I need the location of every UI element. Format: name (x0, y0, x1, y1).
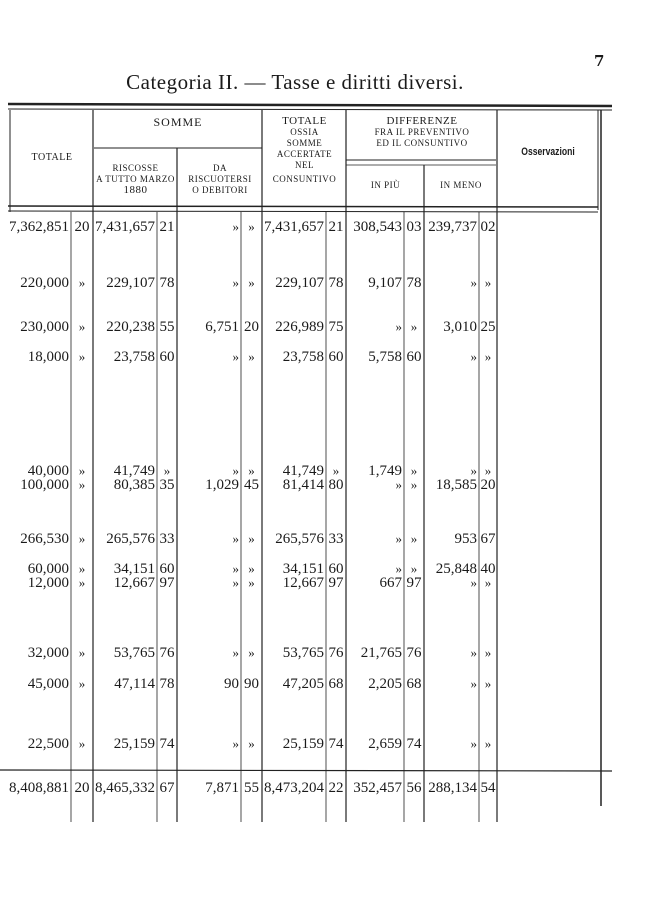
cell-debitori-lire: 1,029 (205, 477, 239, 493)
cell-riscosse-cent: 97 (159, 575, 175, 591)
cell-riscosse-cent: 55 (159, 319, 175, 335)
cell-totale-cent: 20 (74, 219, 90, 235)
cell-in-piu-lire: 667 (379, 575, 402, 591)
cell-in-meno-lire: » (470, 736, 477, 751)
page-title: Categoria II. — Tasse e diritti diversi. (126, 70, 464, 94)
cell-in-meno-lire: » (470, 349, 477, 364)
cell-accertate-lire: 34,151 (282, 561, 324, 577)
cell-in-meno-lire: 953 (454, 531, 477, 547)
header-riscosse-line2: A TUTTO MARZO (96, 174, 175, 184)
cell-in-meno-cent: » (484, 575, 492, 590)
cell-in-meno-lire: 288,134 (428, 780, 477, 796)
cell-riscosse-lire: 41,749 (113, 463, 155, 479)
cell-accertate-cent: 68 (328, 676, 344, 692)
cell-totale-cent: » (78, 575, 86, 590)
cell-in-piu-lire: 21,765 (360, 645, 402, 661)
cell-accertate-cent: 78 (328, 275, 344, 291)
header-totale: TOTALE (31, 152, 73, 163)
cell-totale-lire: 60,000 (27, 561, 69, 577)
cell-riscosse-cent: 76 (159, 645, 175, 661)
cell-debitori-cent: 20 (244, 319, 259, 335)
cell-debitori-lire: » (232, 219, 239, 234)
cell-debitori-cent: » (248, 275, 255, 290)
cell-in-meno-cent: 40 (480, 561, 496, 577)
header-riscosse-line1: RISCOSSE (112, 163, 159, 173)
header-riscosse-year: 1880 (123, 184, 148, 196)
header-differenze (347, 116, 497, 149)
cell-totale-cent: » (78, 561, 86, 576)
cell-debitori-cent: » (248, 463, 255, 478)
cell-totale-lire: 22,500 (27, 736, 69, 752)
cell-debitori-cent: » (248, 219, 255, 234)
cell-totale-lire: 45,000 (27, 676, 69, 692)
cell-riscosse-lire: 23,758 (113, 349, 155, 365)
cell-totale-cent: » (78, 676, 86, 691)
cell-riscosse-cent: 78 (159, 676, 175, 692)
cell-totale-lire: 8,408,881 (9, 780, 69, 796)
cell-accertate-cent: 76 (328, 645, 344, 661)
cell-in-meno-cent: 02 (480, 219, 496, 235)
cell-debitori-lire: 7,871 (205, 780, 239, 796)
header-riscosse (94, 163, 177, 196)
cell-in-piu-cent: 60 (406, 349, 422, 365)
cell-accertate-lire: 23,758 (282, 349, 324, 365)
cell-in-piu-lire: 308,543 (353, 219, 402, 235)
cell-totale-cent: » (78, 736, 86, 751)
cell-riscosse-cent: 74 (159, 736, 175, 752)
cell-debitori-cent: 90 (244, 676, 259, 692)
cell-in-meno-lire: » (470, 676, 477, 691)
cell-debitori-cent: » (248, 736, 255, 751)
cell-accertate-cent: 74 (328, 736, 344, 752)
cell-riscosse-cent: 21 (159, 219, 175, 235)
cell-debitori-cent: » (248, 531, 255, 546)
header-totale-somme (263, 116, 346, 185)
cell-accertate-lire: 81,414 (282, 477, 324, 493)
cell-in-meno-cent: » (484, 463, 492, 478)
cell-totale-cent: » (78, 645, 86, 660)
cell-in-piu-lire: » (395, 531, 402, 546)
cell-totale-cent: » (78, 349, 86, 364)
cell-in-piu-lire: » (395, 477, 402, 492)
cell-riscosse-cent: 60 (159, 349, 175, 365)
cell-accertate-cent: 22 (328, 780, 344, 796)
cell-in-meno-lire: 18,585 (435, 477, 477, 493)
cell-in-meno-lire: » (470, 575, 477, 590)
cell-totale-lire: 230,000 (20, 319, 69, 335)
cell-accertate-cent: 21 (328, 219, 344, 235)
cell-totale-cent: » (78, 463, 86, 478)
cell-accertate-cent: 60 (328, 561, 344, 577)
header-in-piu: IN PIÙ (370, 180, 401, 190)
cell-riscosse-lire: 53,765 (113, 645, 155, 661)
cell-debitori-cent: » (248, 645, 255, 660)
cell-accertate-lire: 12,667 (282, 575, 324, 591)
cell-riscosse-lire: 25,159 (113, 736, 155, 752)
header-differenze-title: DIFFERENZE (386, 115, 458, 127)
cell-in-piu-lire: 5,758 (368, 349, 402, 365)
cell-riscosse-lire: 7,431,657 (95, 219, 155, 235)
cell-riscosse-cent: 78 (159, 275, 175, 291)
cell-in-meno-cent: » (484, 275, 492, 290)
cell-accertate-lire: 41,749 (282, 463, 324, 479)
cell-accertate-cent: 33 (328, 531, 344, 547)
header-totale-somme-line1: TOTALE (282, 115, 327, 127)
cell-in-piu-cent: » (410, 561, 418, 576)
cell-totale-cent: » (78, 531, 86, 546)
cell-accertate-cent: 97 (328, 575, 344, 591)
cell-in-piu-cent: 74 (406, 736, 422, 752)
cell-accertate-cent: 75 (328, 319, 344, 335)
cell-totale-lire: 7,362,851 (9, 219, 69, 235)
cell-debitori-cent: 55 (244, 780, 259, 796)
header-da-riscuotersi-line3: O DEBITORI (192, 185, 248, 195)
cell-debitori-lire: » (232, 575, 239, 590)
cell-debitori-lire: » (232, 645, 239, 660)
cell-in-meno-cent: 67 (480, 531, 496, 547)
cell-totale-lire: 12,000 (27, 575, 69, 591)
cell-in-meno-cent: » (484, 349, 492, 364)
cell-in-piu-lire: 2,659 (368, 736, 402, 752)
cell-riscosse-lire: 80,385 (113, 477, 155, 493)
cell-totale-lire: 40,000 (27, 463, 69, 479)
cell-in-meno-lire: 25,848 (435, 561, 477, 577)
cell-debitori-cent: » (248, 349, 255, 364)
cell-in-meno-cent: » (484, 676, 492, 691)
header-totale-somme-line4: ACCERTATE (276, 149, 333, 159)
cell-debitori-lire: 90 (224, 676, 239, 692)
cell-riscosse-cent: 33 (159, 531, 175, 547)
cell-in-piu-cent: » (410, 319, 418, 334)
cell-in-meno-lire: » (470, 645, 477, 660)
cell-totale-lire: 32,000 (27, 645, 69, 661)
header-somme: SOMME (153, 115, 203, 129)
cell-totale-lire: 266,530 (20, 531, 69, 547)
cell-in-piu-cent: 56 (406, 780, 422, 796)
cell-in-piu-lire: 9,107 (368, 275, 402, 291)
header-da-riscuotersi-line1: DA (213, 163, 227, 173)
cell-accertate-cent: » (332, 463, 340, 478)
cell-in-piu-cent: 68 (406, 676, 422, 692)
cell-in-piu-lire: 2,205 (368, 676, 402, 692)
header-da-riscuotersi-line2: RISCUOTERSI (188, 174, 252, 184)
cell-in-piu-lire: » (395, 561, 402, 576)
cell-totale-lire: 100,000 (20, 477, 69, 493)
cell-in-meno-lire: 239,737 (428, 219, 477, 235)
cell-riscosse-cent: 67 (159, 780, 175, 796)
cell-in-meno-cent: 20 (480, 477, 496, 493)
cell-accertate-lire: 226,989 (275, 319, 324, 335)
cell-debitori-lire: » (232, 561, 239, 576)
cell-riscosse-lire: 8,465,332 (95, 780, 155, 796)
cell-riscosse-lire: 229,107 (106, 275, 155, 291)
cell-in-piu-cent: » (410, 463, 418, 478)
cell-accertate-lire: 25,159 (282, 736, 324, 752)
header-differenze-line2: FRA IL PREVENTIVO (374, 127, 470, 137)
cell-in-piu-lire: 352,457 (353, 780, 402, 796)
header-totale-somme-line3: SOMME (286, 138, 323, 148)
cell-riscosse-lire: 34,151 (113, 561, 155, 577)
cell-riscosse-lire: 47,114 (114, 676, 155, 692)
cell-riscosse-lire: 12,667 (113, 575, 155, 591)
cell-totale-cent: » (78, 319, 86, 334)
cell-riscosse-lire: 265,576 (106, 531, 155, 547)
header-totale-somme-line6: CONSUNTIVO (272, 174, 337, 184)
cell-debitori-lire: 6,751 (205, 319, 239, 335)
cell-totale-lire: 220,000 (20, 275, 69, 291)
cell-debitori-lire: » (232, 531, 239, 546)
cell-accertate-lire: 7,431,657 (264, 219, 324, 235)
cell-riscosse-cent: 60 (159, 561, 175, 577)
cell-in-meno-lire: » (470, 275, 477, 290)
cell-riscosse-lire: 220,238 (106, 319, 155, 335)
cell-debitori-lire: » (232, 463, 239, 478)
cell-accertate-lire: 47,205 (282, 676, 324, 692)
cell-accertate-cent: 80 (328, 477, 344, 493)
cell-debitori-cent: » (248, 575, 255, 590)
cell-riscosse-cent: 35 (159, 477, 175, 493)
header-osservazioni: Osservazioni (521, 146, 575, 158)
cell-totale-lire: 18,000 (27, 349, 69, 365)
cell-debitori-cent: » (248, 561, 255, 576)
cell-in-meno-cent: » (484, 645, 492, 660)
cell-in-piu-cent: 97 (406, 575, 422, 591)
cell-in-piu-cent: 76 (406, 645, 422, 661)
cell-in-meno-lire: » (470, 463, 477, 478)
header-totale-somme-line5: NEL (295, 160, 314, 170)
header-da-riscuotersi (178, 163, 262, 196)
header-differenze-line3: ED IL CONSUNTIVO (376, 138, 468, 148)
cell-in-meno-cent: 54 (480, 780, 496, 796)
cell-in-piu-lire: » (395, 319, 402, 334)
cell-totale-cent: » (78, 477, 86, 492)
cell-in-meno-lire: 3,010 (443, 319, 477, 335)
cell-in-piu-lire: 1,749 (368, 463, 402, 479)
cell-debitori-lire: » (232, 736, 239, 751)
cell-debitori-lire: » (232, 349, 239, 364)
cell-debitori-cent: 45 (244, 477, 259, 493)
cell-debitori-lire: » (232, 275, 239, 290)
page-number: 7 (594, 52, 605, 70)
cell-riscosse-cent: » (163, 463, 171, 478)
cell-in-piu-cent: » (410, 477, 418, 492)
cell-accertate-lire: 265,576 (275, 531, 324, 547)
cell-accertate-lire: 229,107 (275, 275, 324, 291)
header-totale-somme-line2: OSSIA (290, 127, 319, 137)
cell-accertate-cent: 60 (328, 349, 344, 365)
cell-totale-cent: 20 (74, 780, 90, 796)
cell-in-piu-cent: » (410, 531, 418, 546)
cell-in-piu-cent: 78 (406, 275, 422, 291)
cell-in-meno-cent: » (484, 736, 492, 751)
cell-in-piu-cent: 03 (406, 219, 422, 235)
cell-accertate-lire: 53,765 (282, 645, 324, 661)
cell-accertate-lire: 8,473,204 (264, 780, 324, 796)
header-in-meno: IN MENO (440, 180, 482, 190)
cell-totale-cent: » (78, 275, 86, 290)
cell-in-meno-cent: 25 (480, 319, 496, 335)
